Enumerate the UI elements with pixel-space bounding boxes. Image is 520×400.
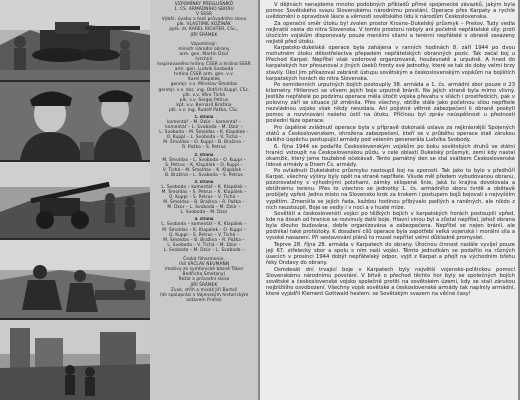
credit-line: Režie a průvodní slovo <box>178 277 230 283</box>
side-2-heading: 2. strana <box>194 151 214 157</box>
credit-line: Karel Klapálek <box>188 77 220 83</box>
credit-line: kpt. v.v. Bernard Bražina <box>176 102 232 108</box>
credit-line: ústavem Praha) <box>186 297 222 303</box>
credit-line: arm. gen. Martin Dzúr <box>179 51 229 57</box>
credit-line: Výběr, úvahu a text průvodního slova <box>161 17 247 23</box>
liner-notes-text <box>260 0 518 400</box>
side-2-list <box>150 158 258 178</box>
side-3-heading: 3. strana <box>194 178 214 184</box>
credit-line: (motivy ze symfonické básně Tábor <box>164 267 244 273</box>
credit-line: Inspirovaného hrdiny ČSSR a hrdina SSSR <box>157 62 251 68</box>
credits-panel <box>150 0 258 400</box>
credit-line: (vrchní) <box>195 56 213 62</box>
credit-line: L. Svoboda – M. Dzúr <box>180 210 228 216</box>
paragraph: V dějinách nenajdeme mnoho podobných příkladů přímé spojenecké závazků, jakým byla pomoc Sovětského svazu Slovenskému národnímu povstání. Operace přes Karpaty a rychlé uvědomění o opravdové lásce a věrnosti sovětského lidu k národům Československa. <box>266 2 515 21</box>
credit-line: M. Šmoldas – S. Petrus – K. Klapálek – <box>161 190 247 195</box>
credit-line: O. Kuppl – S. Petrus – V. Tichá – <box>169 232 239 238</box>
credit-line: genmjr. v.v. Miroslav Šmoldas <box>170 82 238 88</box>
credit-line: hrdina ČSSR arm. gen. v.v. <box>174 72 234 78</box>
credit-line: plk. v.v. Věra Tichá <box>182 92 226 98</box>
credit-line: ministr národní obrany <box>178 46 230 52</box>
photo-officers-portrait <box>0 82 150 160</box>
credits-bottom <box>150 257 258 303</box>
paragraph: Osmdesát dní trvající boje v Karpatech byly největší vojensko-politickou pomocí Slovenskému národnímu povstání. V bitvě o přechod těchto hor byly se společných bojích sovětské a československé vojsko společně protiti na sovětském území, kdy se stali zárukou nejbližšího osvobození. Všechny vojsk sovětské a československé armády tak naplnily armádní, které vyjádřil Klement Gottwald heslem: se Sovětským svazem na věčné časy! <box>266 266 515 297</box>
credit-line: M. Šmoldas – L. Svoboda – O. Kuppl – <box>162 157 246 163</box>
paragraph: 6. října 1944 se podařilo Československým vojskům po boku sovětských druhů ve státní hranici vstoupit na Československou půdu, v celé oblasti Dukelský průsmyk, zemí kdy nastal okamžik, který jsme toužebně očekávali. Tento památný den se stal svátkem Československé lidové armády a Dnem Čs. armády. <box>266 143 515 168</box>
paragraph: Pro úspěšné zvládnutí operace byla v přípravě dokonalá oslava za nejkrásnější Spojených států a Československem, ohrožena zabezpečení, kteří se v průběhu operace stali zárukou dalšího úspěchu postupující armády pod velením genenerála Ludvíka Svobody. <box>266 124 515 144</box>
credit-line: L. Svoboda – komentář – K. Klapálek – <box>161 222 247 228</box>
paragraph: Sovětští a českoslovenští vojáci po těžkých bojích v karpatských horách postoupili vpřed, kde na dosah od hranice se rozvinuly další boje. Hlavní vinou byl a zůstal nepřítel, jehož obrana byla dlouho budována, dobře organizována a zabezpečena. Nepřítel se nejen bránil, ale podnikal také protiútoky. K dosažení cílů operace byla zapotřebí velká vojenská i morální síla a vysoké nasazení. Při sestavování plánů to musel nepřítel velmi důkladně promyslet. <box>266 211 515 242</box>
photo-infantry-ruins <box>0 320 150 400</box>
credit-line: Vzpomínají: <box>190 41 218 47</box>
credit-line: B. Bražina – L. Svoboda – S. Petrus <box>165 172 243 178</box>
credit-line: Bedřicha Smetany) <box>182 272 226 278</box>
side-4-list <box>150 222 258 253</box>
credit-line: O. Kuppl – L. Svoboda – V. Tichá – <box>166 135 242 141</box>
credit-line: M. Dzúr – L. Svoboda – M. Dzúr – <box>167 205 241 211</box>
credit-line: arm. gen. Ludvík Svoboda <box>174 67 234 73</box>
credit-line: L. Svoboda – komentář – K. Klapálek – <box>161 184 247 190</box>
side-4-heading: 4. strana <box>194 216 214 222</box>
credit-line: S. Petrus – K. Klapálek – O. Kuppl – <box>165 162 243 168</box>
credit-line: V SSSR <box>195 12 213 18</box>
credit-line: pplk. dr. KAREL RICHTER, CSc., <box>169 27 239 33</box>
side-1-list <box>150 120 258 151</box>
paragraph: Karpatsko-dukelská operace byla zahájena v ranních hodinách 8. září 1944 po dvou mohutném útoku dělostřelectva přepadem nepřátelských obranných pozic. Tak začal boj u Přechod Karpat. Nepřítel však vzdoroval organizovaně, houževnatě a urputně. A hned do karpatských hor přesunoval z jiných úseků fronty své jednotky, které se tak do doby velmi brzy stavily. Úkol jim příkazoval zabránit ústupu sovětským a československým vojskům na bojištích karpatských horách do nitra Slovenska. <box>266 45 515 82</box>
credit-line: plk. VLASTIMIL KOŽINÁK <box>176 22 232 28</box>
paragraph: Po osmidenních urputných bojích postoupily 38. armáda a 1. čs. armádní sbor pouze o 23 kilometry. Hitlerovci se vlivem jejich boje urputně bránili. Na jejich straně byla mimo vlivný. Jestliže nepřátelé po podzimu operace měla útočit vojska převahu v silách i prostředcích, pak v poloviny září se situace již změnila. Přes všechny, obtíže stále jako početnou silou nepřítele nezvládnou vojsko však nikdy nevzdala. Ani pojistné větrné zabezpečení k obraně poskytl pomoc a rozvinování našeho úsilí na útoku. Příčinou byl zpráv neúspěšnost u předností poslední fáze operace. <box>266 82 515 125</box>
paragraph: Za operační směr útoku byl zvolen prostor Krosno–Dukelský průsmyk – Prešov. Tudy vedla nejkratší cesta do nitra Slovenska. V tomto prostoru nebyly ani početně nepřátelské síly: proti útočícím vojskům disponovaly pouze menšími silami a terénní nepřátelé v obraně zasazeny nejistě před útoku. <box>266 20 515 45</box>
credit-line: L. Svoboda – M. Šmoldas – K. Klapálek – <box>159 130 249 136</box>
side-1-heading: 1. strana <box>194 113 214 119</box>
photo-soldiers-tank <box>0 0 150 80</box>
photo-column <box>0 0 150 400</box>
credit-line: M. Šmoldas – B. Bražina – R. Pažka – <box>163 237 245 243</box>
side-3-list <box>150 185 258 216</box>
credit-line: JIŘÍ ŠRÁMEK <box>190 282 218 288</box>
credit-line: M. Šmoldas – K. Klapálek – O. Kuppl – <box>162 227 246 233</box>
credit-line: M. Šmoldas – O. Kuppl – B. Bražina – <box>163 140 245 146</box>
paragraph: Teprve 28. října 28. armáda v Karpatech do obrany. Útočnou činnost nadále vyvíjel pouze jeji 67. střelecký sbor a spolu s ním naši vojáci. Těmto jednotkám se podařilo na různých úsecích v prosinci 1944 dobýt nepřátelský odpor, vyjít z Karpat a přejít na východním břehu řeky Ondavy do obrany. <box>266 241 515 266</box>
photo-artillery-crew <box>0 162 150 238</box>
credit-line: VZPOMÍNKY PŘESLUŠNÍKŮ <box>174 2 234 7</box>
photo-wounded-soldier <box>0 240 150 318</box>
credit-line: plk. v.v. Sergej Petrus <box>179 97 229 103</box>
credit-line: JIŘÍ ŠRÁMEK <box>190 32 218 38</box>
credit-line: Zvuk, střih a mixáž Jiří Bartoš <box>170 287 238 293</box>
credit-line: V. Tichá – M. Šmoldas – K. Klapálek – <box>162 167 246 173</box>
paragraph: Po ovládnutí Dukelského průsmyku nastoupil boj na sporosti. Tak jako to bylo v předhůří Karpat, všechny výšiny byly opět na straně nepřítele. Všude měl předem vybudovanou obranu, pozorovatelny s výhodnými polohami, zámky sklopené linie, jaká tu krajina dovolovala a obtížnému terénu. Přes to všechno se jednotky 1. čs. armádního sboru tvrdě a obětavě probíjely vpřed. Jedno místo na Slovensko krok za krokem i postupem bojů bojovali s nejvyšším vypětím. Zmenšila se jejich řada, každou hodinou přibývalo padlých a raněných, ale nikdo z nich neustoupil. Boje se vedly i v noci a v husté mlze. <box>266 168 515 211</box>
credit-line: L. Svoboda – M. Dzúr – L. Svoboda – <box>163 247 245 253</box>
credit-line: 1. ČS. ARMÁDNÍHO SBORU <box>174 7 234 13</box>
credit-line: M. Šmoldas – B. Bražina – R. Pažka – <box>163 200 245 206</box>
credits-top <box>150 2 258 38</box>
credit-line: řídí VÁCLAV NEUMANN <box>178 262 230 268</box>
credits-speakers <box>150 42 258 113</box>
credit-line: R. Pažka – S. Petrus <box>182 145 226 151</box>
credit-line: genmjr. v.v. doc. ing. Oldřich Kuppl, CSc. <box>158 87 250 93</box>
credit-line: O. Kuppl – S. Petrus – V. Tichá – <box>169 195 239 201</box>
credit-line: komentář – L. Svoboda – M. Dzúr – <box>165 125 243 131</box>
credit-line: plk. v.v. ing. Rudolf Pažka, CSc. <box>169 107 239 113</box>
credit-line: komentář – M. Dzúr – komentář – <box>166 119 242 125</box>
credit-line: (Ve spolupráci s Vojenským historickým <box>159 292 249 298</box>
credit-line: L. Svoboda – V. Tichá – M. Dzúr – <box>167 242 241 248</box>
credit-line: Česká filharmonie, <box>183 257 225 263</box>
